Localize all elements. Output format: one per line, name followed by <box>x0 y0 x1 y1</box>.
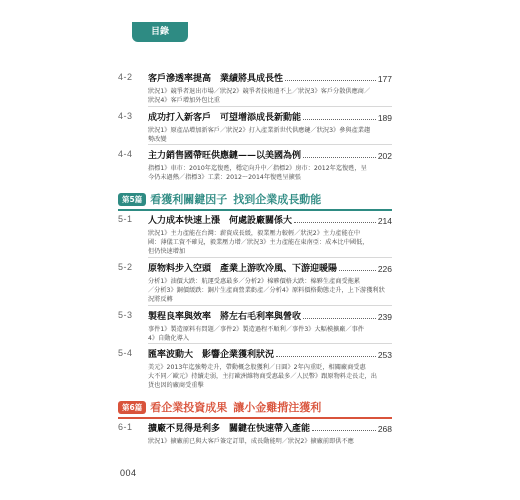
entry-desc-line: 4》自動化導入 <box>148 335 190 342</box>
entry-page: 253 <box>377 350 392 360</box>
divider <box>148 343 392 344</box>
entry-desc-line: 狀況1》競爭者退出市場／狀況2》競爭者技術遠不上／狀況3》客戶分散供應商／ <box>148 88 371 95</box>
entry-desc-line: ／分析3》銅價緩跌：銅片生產商營業虧產／分析4》原料價格動態走升，上下游獲利狀 <box>148 287 385 294</box>
entry-page: 202 <box>377 151 392 161</box>
entry-number: 5-1 <box>118 214 133 224</box>
entry-desc-line: 美元》2013年迄強勢走升，帶動概念股獲利／日圓》2年內重貶，相關廠商受惠 <box>148 364 366 371</box>
entry-title: 主力銷售國帶旺供應鏈——以美國為例 <box>148 151 302 161</box>
entry-title-row <box>148 422 392 434</box>
entry-title-row <box>148 310 392 322</box>
entry-number: 6-1 <box>118 422 133 432</box>
entry-number: 5-2 <box>118 262 133 272</box>
entry-desc-line: 狀況1》主力產能在台灣：薪資成長緩，毅業壓力較輕／狀況2》主力產能在中 <box>148 230 361 237</box>
entry-page: 189 <box>377 113 392 123</box>
divider <box>148 144 392 145</box>
entry-page: 268 <box>377 424 392 434</box>
entry-title-row <box>148 262 392 274</box>
entry-number: 5-4 <box>118 348 133 358</box>
leader-dots <box>303 119 376 120</box>
section-badge: 第5篇 <box>118 193 146 206</box>
entry-desc-line: 況將反轉 <box>148 296 173 303</box>
divider <box>148 257 392 258</box>
entry-number: 4-2 <box>118 72 133 82</box>
entry-desc-line: 狀況1》擴廠前已與大客戶簽定訂單，成長動能明／狀況2》擴廠前即供不應 <box>148 438 354 445</box>
entry-desc-line: 貨也因的廠商受重擊 <box>148 382 204 389</box>
section-subtitle: 讓小金雞揹注獲利 <box>233 401 322 414</box>
entry-page: 214 <box>377 216 392 226</box>
section-title: 看獲利關鍵因子 <box>150 193 228 206</box>
entry-page: 239 <box>377 312 392 322</box>
entry-title-row <box>148 348 392 360</box>
entry-number: 4-3 <box>118 111 133 121</box>
toc-header-tab: 目錄 <box>132 22 188 42</box>
section-heading-6[interactable] <box>118 398 408 416</box>
section-underline <box>118 417 392 419</box>
entry-title-row <box>148 214 392 226</box>
entry-title-row <box>148 111 392 123</box>
entry-number: 5-3 <box>118 310 133 320</box>
entry-desc-line: 事件1》製造原料有問題／事件2》製造過程不順利／事件3》大幅模擴廠／事件 <box>148 326 364 333</box>
entry-desc-line: 狀況4》客戶增加外包比重 <box>148 97 220 104</box>
entry-page: 177 <box>377 74 392 84</box>
entry-desc-line: 國：薄儀工資不確見，毅業壓力增／狀況3》主力產能在東南亞：成本比中國低， <box>148 239 369 246</box>
entry-title: 製程良率與效率 將左右毛利率與營收 <box>148 312 302 322</box>
divider <box>148 305 392 306</box>
section-title: 看企業投資成果 <box>150 401 228 414</box>
section-heading-5[interactable] <box>118 190 408 208</box>
page-number: 004 <box>120 468 137 478</box>
entry-desc-line: 指標1》車市：2010年迄復甦，穩定向升中／指標2》房市：2012年迄復甦，呈 <box>148 165 367 172</box>
leader-dots <box>285 80 376 81</box>
leader-dots <box>303 157 376 158</box>
entry-title: 原物料步入空頭 產業上游吹冷風、下游迎暖陽 <box>148 264 338 274</box>
entry-desc-line: 但仍快速增加 <box>148 248 186 255</box>
leader-dots <box>294 222 376 223</box>
entry-title: 擴廠不見得是利多 關鍵在快速帶入產能 <box>148 424 311 434</box>
entry-page: 226 <box>377 264 392 274</box>
leader-dots <box>303 318 376 319</box>
entry-desc-line: 勢改變 <box>148 136 167 143</box>
entry-title-row <box>148 72 392 84</box>
section-underline <box>118 209 392 211</box>
section-subtitle: 找到企業成長動能 <box>233 193 322 206</box>
entry-number: 4-4 <box>118 149 133 159</box>
entry-desc-line: 今仍未過熱／指標3》工業：2012～2014年復甦呈擴張 <box>148 174 301 181</box>
entry-title: 客戶滲透率提高 業績將具成長性 <box>148 74 284 84</box>
leader-dots <box>276 356 376 357</box>
entry-desc-line: 狀況1》原產品增加新客戶／狀況2》打入產業新世代供應鏈／狀況3》參與產業趨 <box>148 127 371 134</box>
entry-desc-line: 大不同／歐元》持續走弱，主打歐洲維物商受惠最多／人民幣》跟原物料走長走，出 <box>148 373 377 380</box>
divider <box>148 106 392 107</box>
entry-title-row <box>148 149 392 161</box>
leader-dots <box>339 270 376 271</box>
leader-dots <box>312 430 376 431</box>
entry-title: 成功打入新客戶 可望增添成長新動能 <box>148 113 302 123</box>
entry-title: 匯率波動大 影響企業獲利狀況 <box>148 350 275 360</box>
entry-title: 人力成本快速上漲 何處設廠關係大 <box>148 216 293 226</box>
entry-desc-line: 分析1》油價大跌：航運受惠最多／分析2》棉夥價格大跌：棉夥生產商受拖累 <box>148 278 361 285</box>
section-badge: 第6篇 <box>118 401 146 414</box>
